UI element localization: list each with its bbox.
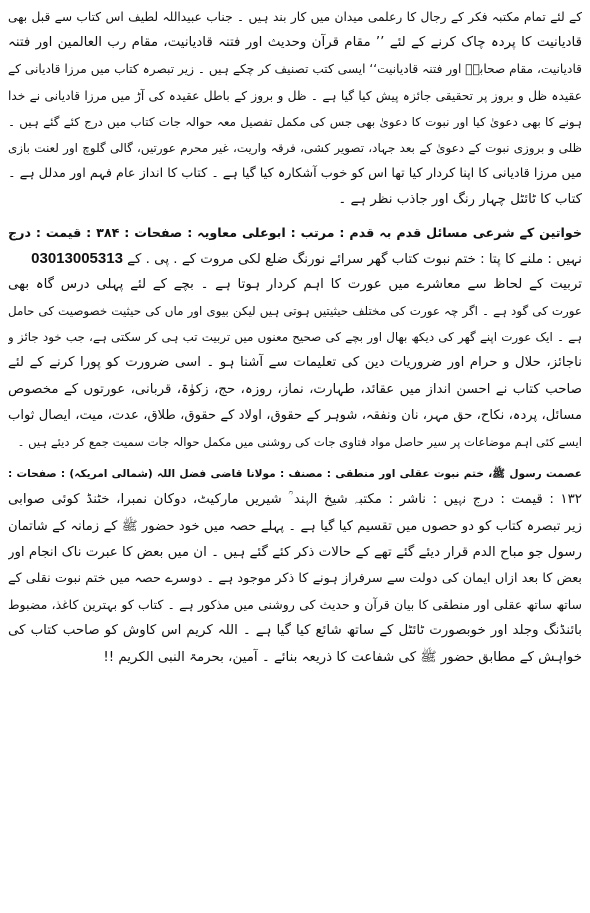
- text-line: قادیانیت کا پردہ چاک کرنے کے لئے ’’ مقام قرآن وحدیث اور فتنہ قادیانیت، مقام رب العالمین اور فتنہ: [8, 35, 582, 51]
- publisher-line: [8, 246, 582, 272]
- publisher-line: ۱۳۲ : قیمت : درج نہیں : ناشر : مکتبہ شیخ الہند ؒ شیریں مارکیٹ، دوکان نمبرا، خٹنڈ کوئی صوابی: [8, 492, 582, 508]
- text-line: ناجائز، حلال و حرام اور ضروریات دین کی تعلیمات سے آشنا ہو ۔ اسی ضرورت کو پورا کرنے کے لئے: [8, 355, 582, 371]
- text-line: ظلی و بروزی نبوت کے دعویٰ کے بعد جہاد، تصویر کشی، فرقہ واریت، غیر محرم عورتیں، گالی گلوچ اور لعنت بازی: [8, 140, 582, 155]
- review-ismat-rasool: [8, 461, 582, 671]
- text-line: زیر تبصرہ کتاب کو دو حصوں میں تقسیم کیا گیا ہے ۔ پہلے حصہ میں خود حضور ﷺ کے زمانہ کے شاتمان: [8, 518, 582, 534]
- text-line: میں مرزا قادیانی کا اپنا کردار کیا تھا اس کو خوب آشکارہ کیا گیا ہے ۔ کتاب کا انداز عام فہم اور مدلل ہے ۔: [8, 166, 582, 182]
- text-line: مسائل، پردہ، نکاح، حق مہر، نان ونفقہ، شوہر کے حقوق، اولاد کے حقوق، طلاق، عدت، میت، ایصال ثواب: [8, 407, 582, 423]
- text-line: کتاب کا ٹائٹل چہار رنگ اور جاذب نظر ہے ۔: [338, 192, 582, 208]
- text-line: ساتھ ساتھ عقلی اور منطقی کا بیان قرآن و حدیث کی روشنی میں مذکور ہے ۔ کتاب کو بہترین کاغذ، مضبوط: [8, 597, 582, 613]
- text-line: بعض کا بعد ازاں ایمان کی دولت سے سرفراز ہونے کا ذکر موجود ہے ۔ دوسرے حصہ میں ختم نبوت نقلی کے: [8, 570, 582, 586]
- text-line: ہونے کا بھی دعویٰ کیا اور نبوت کا دعویٰ بھی جس کی مکمل تفصیل معہ حوالہ جات کتاب میں درج کئے گئے ہیں ۔: [8, 114, 582, 129]
- text-line: کے لئے تمام مکتبہ فکر کے رجال کا رعلمی میدان میں کار بند ہیں ۔ جناب عبیداللہ لطیف اس کتاب سے قبل بھی: [8, 10, 582, 24]
- review-qadiyaniat: [8, 4, 582, 214]
- text-line: عقیدہ ظل و بروز پر تحقیقی جائزہ پیش کیا گیا ہے ۔ ظل و بروز کے باطل عقیدہ کی آڑ میں مرزا قادیانی نے خدا: [8, 88, 582, 103]
- text-line: بائنڈنگ وجلد اور خوبصورت ٹائٹل کے ساتھ شائع کیا گیا ہے ۔ اللہ کریم اس کاوش کو صاحب کتاب کی: [8, 623, 582, 639]
- text-line: قادیانیت، مقام صحابہؓ اور فتنہ قادیانیت‘‘ ایسی کتب تصنیف کر چکے ہیں ۔ زیر تبصرہ کتاب میں مرزا قادیانی کے: [8, 62, 582, 77]
- text-line: تربیت کے لحاظ سے معاشرے میں عورت کا اہم کردار ہوتا ہے ۔ بچے کے لئے پہلی درس گاہ بھی: [8, 276, 582, 292]
- text-line: عورت کی گود ہے ۔ اگر چہ عورت کی مختلف حیثیتیں ہوتی ہیں لیکن بیوی اور ماں کی حیثیت خصوصیت کی حامل: [8, 304, 582, 319]
- book-heading: خواتین کے شرعی مسائل قدم بہ قدم : مرتب : ابوعلی معاویہ : صفحات : ۳۸۴ : قیمت : درج: [8, 224, 582, 240]
- publisher-address: نہیں : ملنے کا پتا : ختم نبوت کتاب گھر سرائے نورنگ ضلع لکی مروت کے . پی . کے: [127, 251, 582, 267]
- text-line: صاحب کتاب نے احسن انداز میں عقائد، طہارت، نماز، روزہ، حج، زکوٰۃ، قربانی، عورتوں کے مخصوص: [8, 381, 582, 397]
- text-line: ایسے کئی اہم موضاعات پر سیر حاصل مواد فتاوی جات کی روشنی میں مکمل حوالہ جات سمیت جمع کر دیئے ہیں ۔: [17, 435, 582, 449]
- book-heading: عصمت رسول ﷺ، ختم نبوت عقلی اور منطقی : مصنف : مولانا قاضی فضل اللہ (شمالی امریکہ) : صفحات :: [8, 468, 582, 481]
- text-line: ہے ۔ ایک عورت اپنے گھر کی دیکھ بھال اور بچے کی صحیح معنوں میں تربیت تب ہی کر سکتی ہے، جب خود جائز و: [8, 330, 582, 345]
- review-khawateen: [8, 220, 582, 456]
- text-line: رسول جو مباح الدم قرار دیئے گئے تھے کے حالات ذکر کئے گئے ہیں ۔ ان میں بعض کا عبرت ناک انجام اور: [8, 544, 582, 560]
- phone-number: 03013005313: [31, 249, 123, 267]
- text-line: خواہش کے مطابق حضور ﷺ کی شفاعت کا ذریعہ بنائے ۔ آمین، بحرمۃ النبی الکریم !!: [103, 649, 582, 665]
